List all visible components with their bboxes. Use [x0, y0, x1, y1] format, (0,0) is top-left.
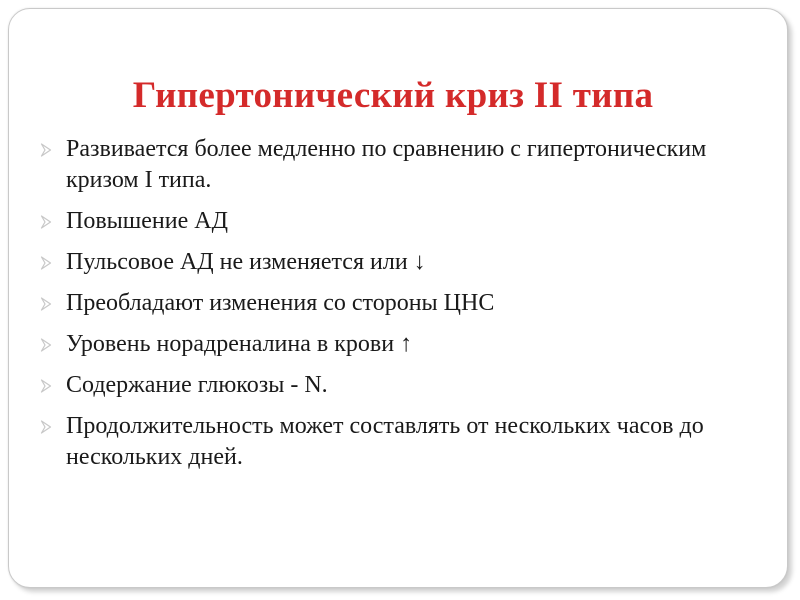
bullet-text: Развивается более медленно по сравнению с гипертоническим кризом I типа. [66, 136, 707, 193]
slide-title: Гипертонический криз II типа [132, 75, 654, 116]
list-item [38, 134, 758, 196]
list-item [38, 329, 758, 360]
list-item [38, 288, 758, 319]
bullet-text: Пульсовое АД не изменяется или ↓ [66, 249, 426, 275]
chevron-outline-icon [40, 338, 52, 352]
bullet-text: Содержание глюкозы - N. [66, 372, 328, 398]
list-item [38, 411, 758, 473]
chevron-outline-icon [40, 143, 52, 157]
chevron-outline-icon [40, 256, 52, 270]
chevron-outline-icon [40, 379, 52, 393]
bullet-text: Повышение АД [66, 208, 228, 234]
chevron-outline-icon [40, 297, 52, 311]
chevron-outline-icon [40, 215, 52, 229]
bullet-list [38, 134, 758, 483]
bullet-text: Преобладают изменения со стороны ЦНС [66, 290, 495, 316]
list-item [38, 206, 758, 237]
bullet-text: Уровень норадреналина в крови ↑ [66, 331, 413, 357]
list-item [38, 370, 758, 401]
bullet-text: Продолжительность может составлять от нескольких часов до нескольких дней. [66, 413, 704, 470]
list-item [38, 247, 758, 278]
chevron-outline-icon [40, 420, 52, 434]
